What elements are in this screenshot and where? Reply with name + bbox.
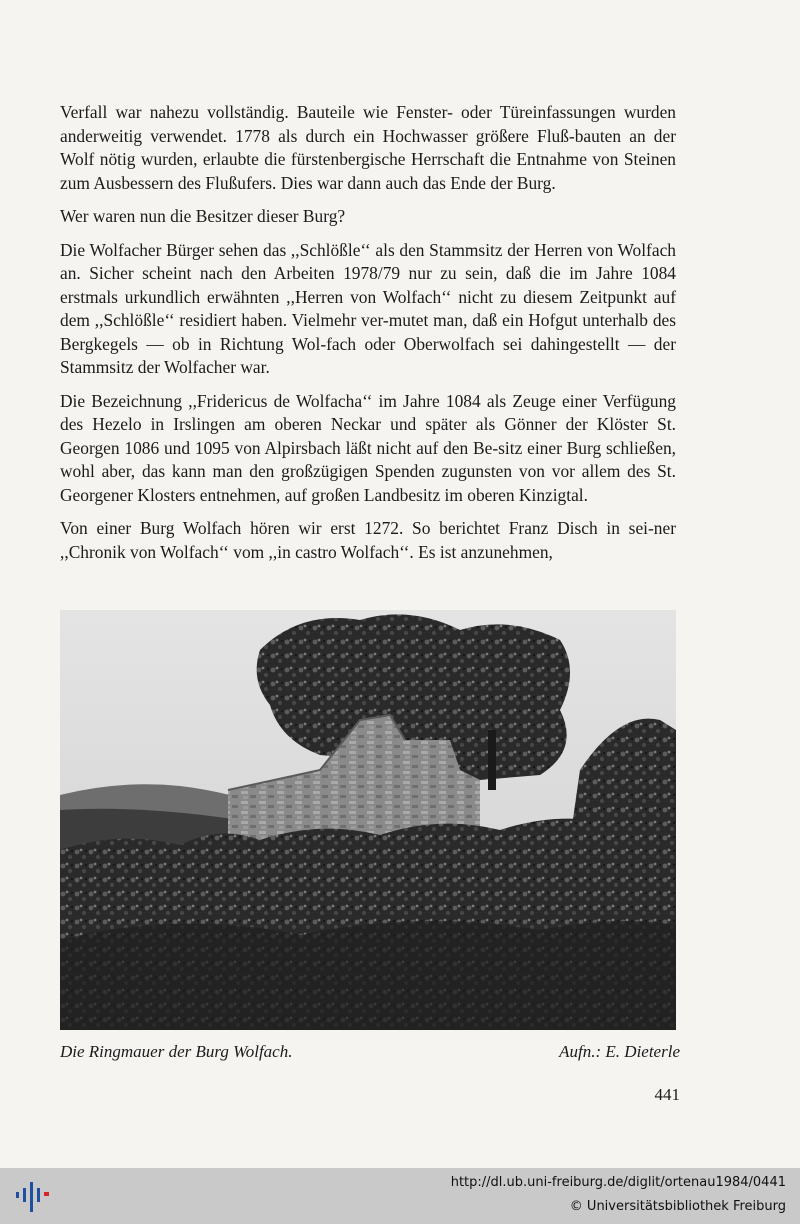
castle-ruin-photo (60, 610, 676, 1030)
photo-caption (60, 1042, 680, 1062)
paragraph-2: Wer waren nun die Besitzer dieser Burg? (60, 206, 346, 226)
document-url-link[interactable]: http://dl.ub.uni-freiburg.de/diglit/ortenau1984/0441 (450, 1175, 786, 1190)
body-text (60, 101, 676, 574)
library-footer (0, 1168, 800, 1224)
caption-credit: Aufn.: E. Dieterle (559, 1042, 680, 1061)
paragraph-3: Die Wolfacher Bürger sehen das ,,Schlößle‘‘ als den Stammsitz der Herren von Wolfach an. Sicher scheint nach den Arbeiten 1978/79 nur zu sein, daß die im Jahre 1084 erstmals urkundlich erwähnten ,,Herren von Wolfach‘‘ nicht zu diesem Zeitpunkt auf dem ,,Schlößle‘‘ residiert haben. Vielmehr ver-mutet man, daß ein Hofgut unterhalb des Bergkegels — ob in Richtung Wol-fach oder Oberwolfach sei dahingestellt — der Stammsitz der Wolfacher war. (60, 239, 676, 377)
ub-freiburg-logo-icon (14, 1176, 54, 1216)
copyright-notice: © Universitätsbibliothek Freiburg (569, 1199, 786, 1214)
paragraph-5: Von einer Burg Wolfach hören wir erst 1272. So berichtet Franz Disch in sei-ner ,,Chronik von Wolfach‘‘ vom ,,in castro Wolfach‘‘. Es ist anzunehmen, (60, 518, 676, 562)
paragraph-4: Die Bezeichnung ,,Fridericus de Wolfacha‘‘ im Jahre 1084 als Zeuge einer Verfügung des Hezelo in Irslingen am oberen Neckar und später als Gönner der Klöster St. Georgen 1086 und 1095 von Alpirsbach läßt nicht auf den Be-sitz einer Burg schließen, wohl aber, das kann man den großzügigen Spenden zugunsten von vor allem des St. Georgener Klosters entnehmen, auf großen Landbesitz im oberen Kinzigtal. (60, 390, 676, 505)
page-number: 441 (654, 1085, 680, 1104)
caption-title: Die Ringmauer der Burg Wolfach. (60, 1042, 293, 1061)
paragraph-1: Verfall war nahezu vollständig. Bauteile wie Fenster- oder Türeinfassungen wurden anderweitig verwendet. 1778 als durch ein Hochwasser größere Fluß-bauten an der Wolf nötig wurden, erlaubte die fürstenbergische Herrschaft die Entnahme von Steinen zum Ausbessern des Flußufers. Dies war dann auch das Ende der Burg. (60, 102, 676, 193)
